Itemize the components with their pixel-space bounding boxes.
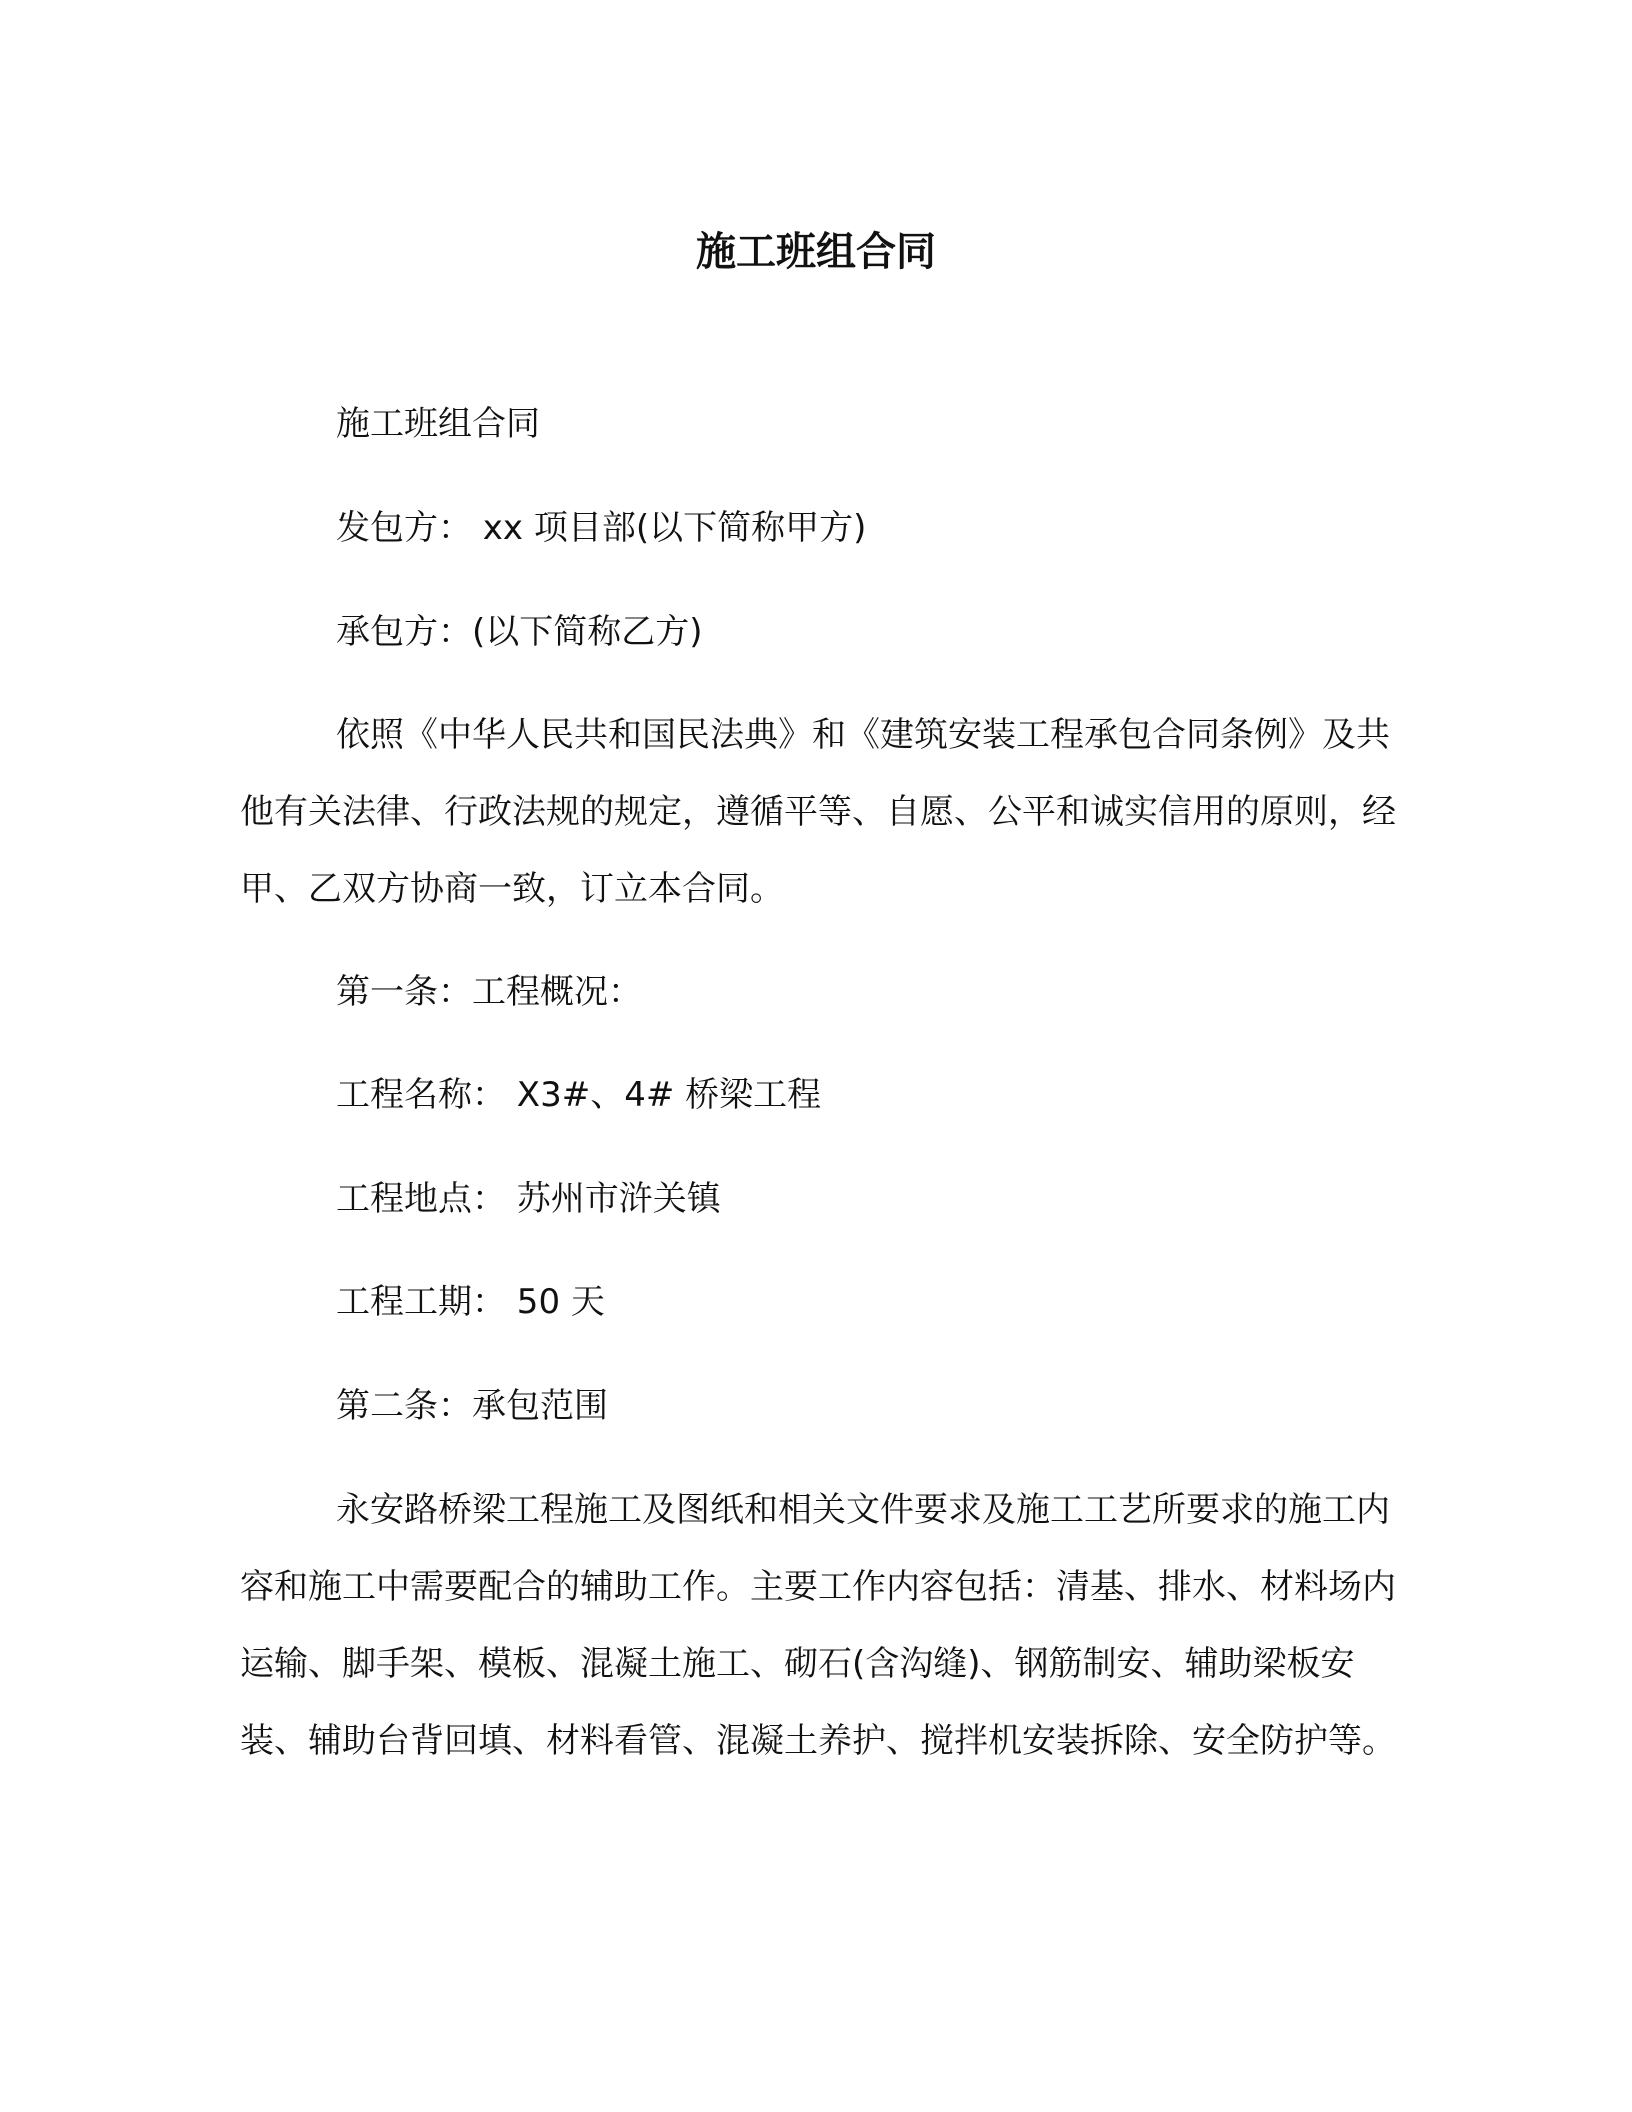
paragraph-article-two: 第二条：承包范围 xyxy=(336,1386,608,1426)
paragraph-project-location: 工程地点： 苏州市浒关镇 xyxy=(336,1179,721,1219)
paragraph-contract-heading: 施工班组合同 xyxy=(336,404,540,444)
paragraph-project-name: 工程名称： X3#、4# 桥梁工程 xyxy=(336,1075,822,1115)
paragraph-project-duration: 工程工期： 50 天 xyxy=(336,1282,605,1322)
paragraph-legal-basis: 依照《中华人民共和国民法典》和《建筑安装工程承包合同条例》及共他有关法律、行政法规的规定，遵循平等、自愿、公平和诚实信用的原则，经甲、乙双方协商一致，订立本合同。 xyxy=(240,715,1396,909)
paragraph-article-one: 第一条：工程概况： xyxy=(336,972,642,1012)
document-title: 施工班组合同 xyxy=(696,229,936,275)
paragraph-contractor-party: 发包方： xx 项目部(以下简称甲方) xyxy=(336,508,867,548)
paragraph-contract-scope: 永安路桥梁工程施工及图纸和相关文件要求及施工工艺所要求的施工内容和施工中需要配合的辅助工作。主要工作内容包括：清基、排水、材料场内运输、脚手架、模板、混凝土施工、砌石(含沟缝)、钢筋制安、辅助梁板安装、辅助台背回填、材料看管、混凝土养护、搅拌机安装拆除、安全防护等。 xyxy=(240,1490,1396,1761)
paragraph-subcontractor-party: 承包方：(以下简称乙方) xyxy=(336,612,703,652)
